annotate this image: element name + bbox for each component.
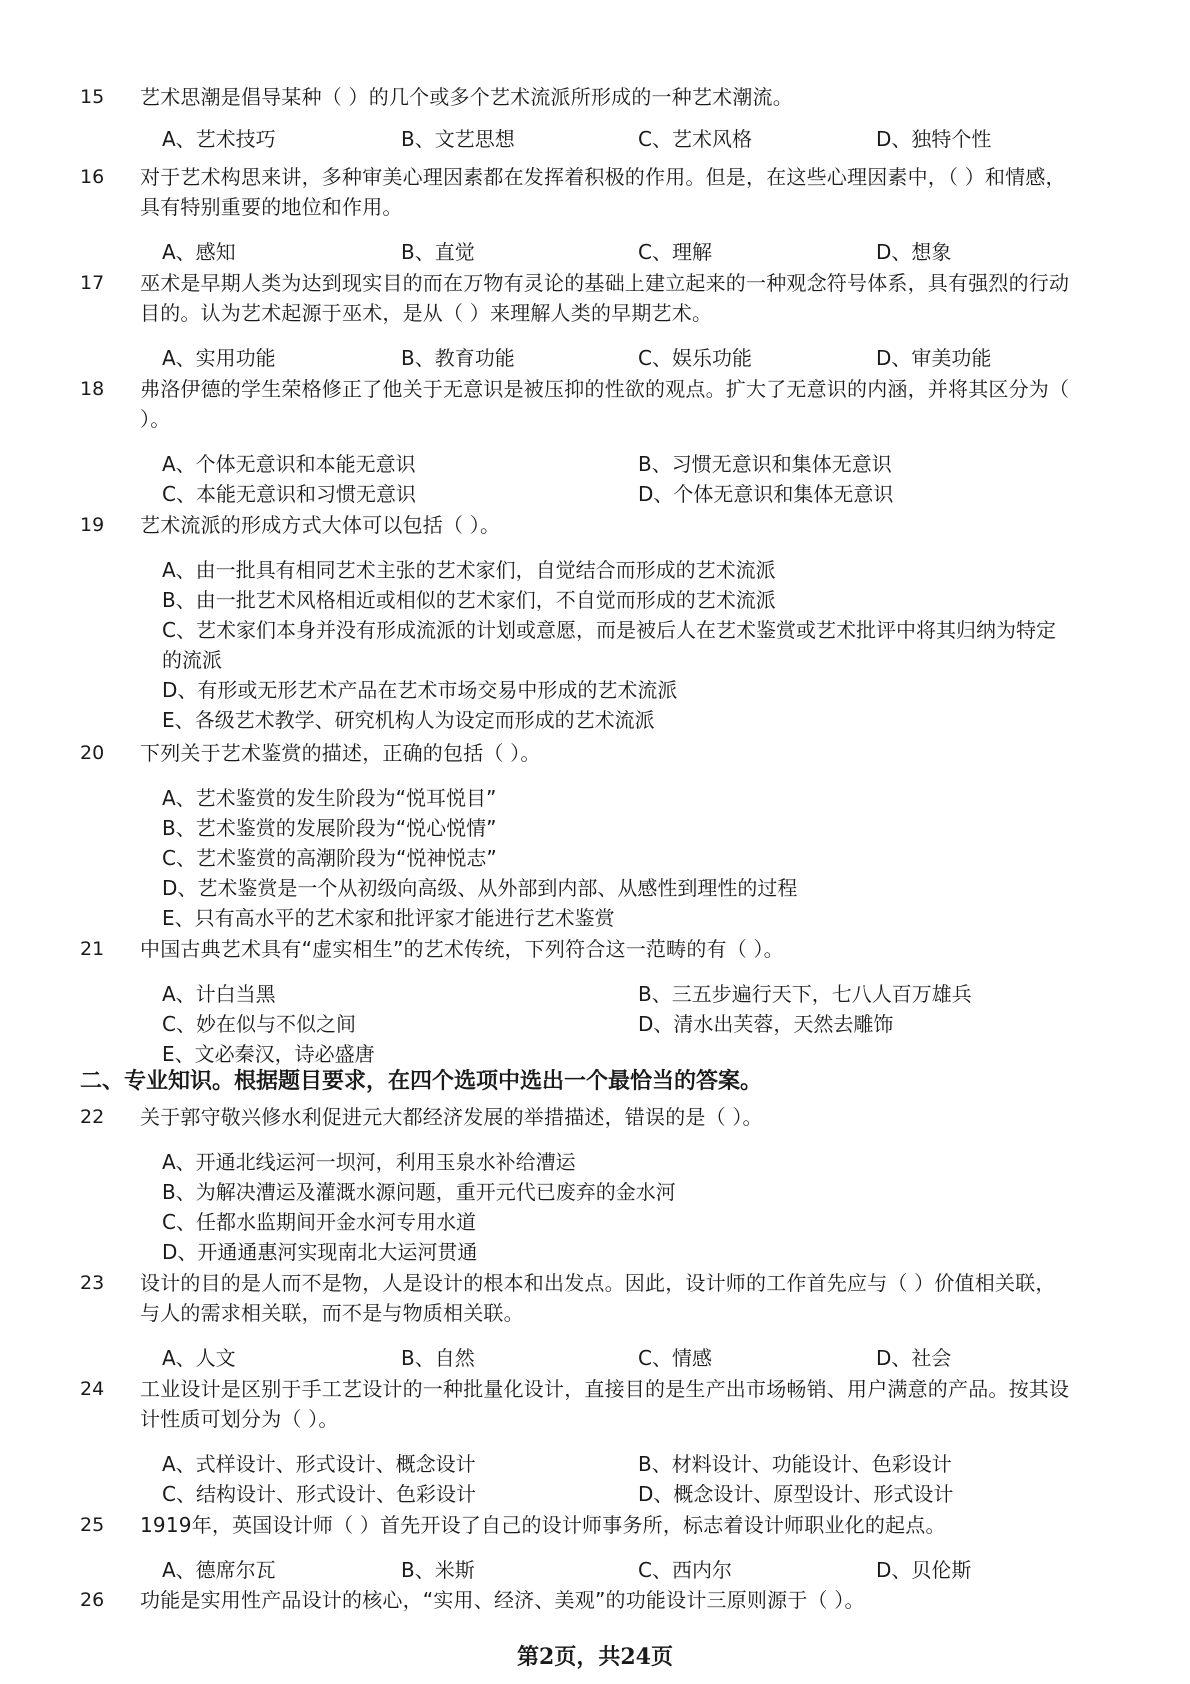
- option-b: B、为解决漕运及灌溉水源问题，重开元代已废弃的金水河: [162, 1180, 676, 1204]
- option-b: B、文艺思想: [401, 127, 515, 151]
- question-text: 功能是实用性产品设计的核心，“实用、经济、美观”的功能设计三原则源于（ ）。: [140, 1588, 865, 1612]
- option-e: E、各级艺术教学、研究机构人为设定而形成的艺术流派: [162, 708, 655, 732]
- option-a: A、开通北线运河一坝河，利用玉泉水补给漕运: [162, 1150, 576, 1174]
- page-number-footer: 第2页，共24页: [517, 1644, 673, 1670]
- question-number: 26: [80, 1589, 105, 1611]
- option-b: B、由一批艺术风格相近或相似的艺术家们，不自觉而形成的艺术流派: [162, 588, 776, 612]
- option-c: C、艺术家们本身并没有形成流派的计划或意愿，而是被后人在艺术鉴赏或艺术批评中将其归纳为特定的流派: [162, 618, 1056, 672]
- question-number: 17: [80, 272, 105, 294]
- option-a: A、式样设计、形式设计、概念设计: [162, 1452, 476, 1476]
- option-c: C、妙在似与不似之间: [162, 1012, 356, 1036]
- option-c: C、西内尔: [638, 1558, 732, 1582]
- question-text: 弗洛伊德的学生荣格修正了他关于无意识是被压抑的性欲的观点。扩大了无意识的内涵，并将其区分为（ ）。: [140, 377, 1070, 431]
- option-d: D、清水出芙蓉，天然去雕饰: [638, 1012, 894, 1036]
- option-b: B、习惯无意识和集体无意识: [638, 452, 892, 476]
- option-d: D、社会: [876, 1346, 952, 1370]
- option-a: A、实用功能: [162, 346, 276, 370]
- option-d: D、概念设计、原型设计、形式设计: [638, 1482, 954, 1506]
- option-c: C、任都水监期间开金水河专用水道: [162, 1210, 476, 1234]
- option-c: C、结构设计、形式设计、色彩设计: [162, 1482, 476, 1506]
- question-number: 18: [80, 378, 105, 400]
- option-a: A、德席尔瓦: [162, 1558, 276, 1582]
- option-a: A、艺术鉴赏的发生阶段为“悦耳悦目”: [162, 786, 497, 810]
- question-text: 关于郭守敬兴修水利促进元大都经济发展的举措描述，错误的是（ ）。: [140, 1105, 763, 1129]
- option-b: B、三五步遍行天下，七八人百万雄兵: [638, 982, 972, 1006]
- option-d: D、审美功能: [876, 346, 992, 370]
- question-text: 下列关于艺术鉴赏的描述，正确的包括（ ）。: [140, 741, 541, 765]
- option-b: B、艺术鉴赏的发展阶段为“悦心悦情”: [162, 816, 497, 840]
- option-c: C、艺术风格: [638, 127, 752, 151]
- option-c: C、艺术鉴赏的高潮阶段为“悦神悦志”: [162, 846, 497, 870]
- option-c: C、情感: [638, 1346, 712, 1370]
- option-b: B、自然: [401, 1346, 475, 1370]
- option-e: E、只有高水平的艺术家和批评家才能进行艺术鉴赏: [162, 906, 615, 930]
- option-b: B、教育功能: [401, 346, 515, 370]
- question-text: 1919年，英国设计师（ ）首先开设了自己的设计师事务所，标志着设计师职业化的起点。: [140, 1513, 946, 1537]
- option-b: B、直觉: [401, 240, 475, 264]
- section-heading: 二、专业知识。根据题目要求，在四个选项中选出一个最恰当的答案。: [80, 1069, 763, 1094]
- option-a: A、由一批具有相同艺术主张的艺术家们，自觉结合而形成的艺术流派: [162, 558, 776, 582]
- question-number: 20: [80, 742, 105, 764]
- question-number: 24: [80, 1378, 105, 1400]
- option-c: C、娱乐功能: [638, 346, 752, 370]
- option-a: A、计白当黑: [162, 982, 276, 1006]
- option-a: A、个体无意识和本能无意识: [162, 452, 416, 476]
- option-d: D、有形或无形艺术产品在艺术市场交易中形成的艺术流派: [162, 678, 678, 702]
- option-d: D、艺术鉴赏是一个从初级向高级、从外部到内部、从感性到理性的过程: [162, 876, 798, 900]
- option-d: D、贝伦斯: [876, 1558, 972, 1582]
- question-text: 艺术流派的形成方式大体可以包括（ ）。: [140, 513, 501, 537]
- question-number: 22: [80, 1106, 105, 1128]
- option-b: B、材料设计、功能设计、色彩设计: [638, 1452, 952, 1476]
- option-d: D、开通通惠河实现南北大运河贯通: [162, 1240, 478, 1264]
- option-c: C、理解: [638, 240, 712, 264]
- question-number: 21: [80, 938, 105, 960]
- option-e: E、文必秦汉，诗必盛唐: [162, 1042, 375, 1066]
- question-text: 对于艺术构思来讲，多种审美心理因素都在发挥着积极的作用。但是，在这些心理因素中，（ ）和情感，具有特别重要的地位和作用。: [140, 165, 1066, 219]
- option-b: B、米斯: [401, 1558, 475, 1582]
- question-text: 设计的目的是人而不是物，人是设计的根本和出发点。因此，设计师的工作首先应与（ ）价值相关联，与人的需求相关联，而不是与物质相关联。: [140, 1271, 1056, 1325]
- option-d: D、想象: [876, 240, 952, 264]
- option-d: D、个体无意识和集体无意识: [638, 482, 894, 506]
- question-text: 巫术是早期人类为达到现实目的而在万物有灵论的基础上建立起来的一种观念符号体系，具有强烈的行动目的。认为艺术起源于巫术，是从（ ）来理解人类的早期艺术。: [140, 271, 1070, 325]
- option-a: A、感知: [162, 240, 236, 264]
- option-a: A、艺术技巧: [162, 127, 276, 151]
- question-number: 15: [80, 86, 105, 108]
- question-text: 中国古典艺术具有“虚实相生”的艺术传统，下列符合这一范畴的有（ ）。: [140, 937, 784, 961]
- question-text: 工业设计是区别于手工艺设计的一种批量化设计，直接目的是生产出市场畅销、用户满意的产品。按其设计性质可划分为（ ）。: [140, 1377, 1070, 1431]
- option-a: A、人文: [162, 1346, 236, 1370]
- question-number: 23: [80, 1272, 105, 1294]
- question-number: 19: [80, 514, 105, 536]
- option-c: C、本能无意识和习惯无意识: [162, 482, 416, 506]
- question-text: 艺术思潮是倡导某种（ ）的几个或多个艺术流派所形成的一种艺术潮流。: [140, 85, 793, 109]
- question-number: 16: [80, 166, 105, 188]
- option-d: D、独特个性: [876, 127, 992, 151]
- question-number: 25: [80, 1514, 105, 1536]
